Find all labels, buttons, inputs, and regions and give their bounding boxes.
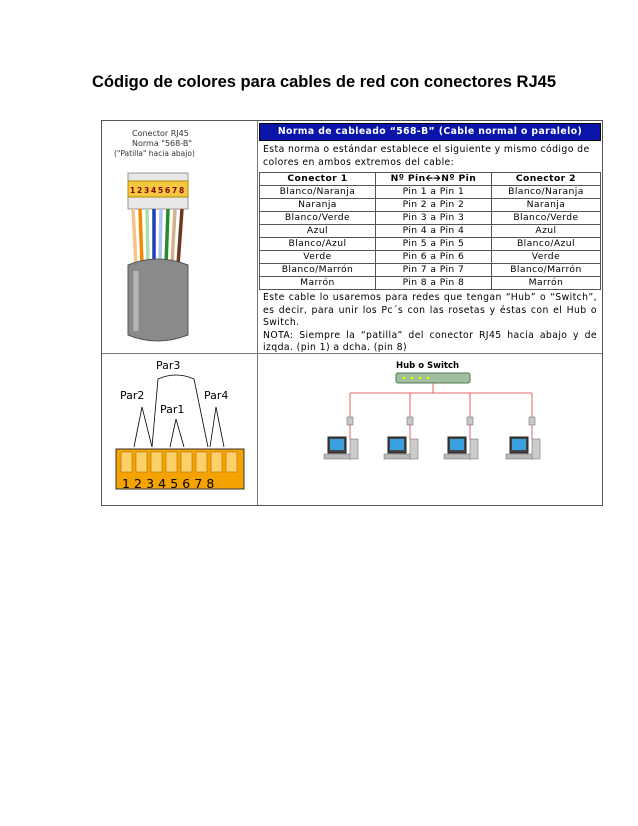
notes [259,290,601,357]
cell: Verde [491,251,600,264]
cell: Blanco/Naranja [491,186,600,199]
table-row [260,264,601,277]
hub-label: Hub o Switch [396,361,460,371]
computer-icon [506,437,540,459]
cell: Blanco/Marrón [260,264,376,277]
cell: Marrón [491,277,600,290]
hub-switch-icon [396,373,470,383]
column-divider [257,121,258,505]
connector-label-3: ("Patilla" hacia abajo) [114,149,195,158]
computer-icon [444,437,478,459]
pairs-illustration [106,357,254,503]
cell: Blanco/Naranja [260,186,376,199]
cell: Pin 7 a Pin 7 [375,264,491,277]
cell: Blanco/Verde [491,212,600,225]
pin-table [259,172,601,290]
pin-digit-6: 6 [165,186,171,195]
pin-digit-3: 3 [144,186,150,195]
wall-socket-icon [347,417,353,425]
cell: Pin 8 a Pin 8 [375,277,491,290]
pin-digit-5: 5 [158,186,164,195]
pin-digit-1: 1 [130,186,136,195]
cell: Naranja [260,199,376,212]
norma-header: Norma de cableado “568-B” (Cable normal o paralelo) [259,123,601,141]
par3-label: Par3 [156,359,181,372]
pin-digit-7: 7 [172,186,178,195]
cell: Verde [260,251,376,264]
table-row [260,238,601,251]
connector-label-1: Conector RJ45 [132,129,189,138]
orientation-note: NOTA: Siempre la “patilla” del conector RJ45 hacia abajo y de izqda. (pin 1) a dcha. (pin 8) [263,329,597,353]
table-row [260,277,601,290]
document-title: Código de colores para cables de red con conectores RJ45 [92,73,556,91]
norma-panel [259,123,601,357]
table-row [260,251,601,264]
pin-digit-2: 2 [137,186,143,195]
connector-label-2: Norma "568-B" [132,139,192,148]
cell: Naranja [491,199,600,212]
cell: Blanco/Verde [260,212,376,225]
cell: Azul [491,225,600,238]
col-connector-2: Conector 2 [491,173,600,186]
wall-socket-icon [467,417,473,425]
pair-pin-digits: 12345678 [122,476,219,491]
content-table [101,120,603,506]
cell: Azul [260,225,376,238]
par1-label: Par1 [160,403,185,416]
cell: Pin 4 a Pin 4 [375,225,491,238]
rj45-connector-illustration [106,125,254,349]
pin-table-header [260,173,601,186]
cell: Blanco/Azul [491,238,600,251]
computer-icon [384,437,418,459]
table-row [260,225,601,238]
table-row [260,186,601,199]
cell: Blanco/Azul [260,238,376,251]
table-row [260,212,601,225]
cell: Pin 5 a Pin 5 [375,238,491,251]
par4-label: Par4 [204,389,229,402]
cell: Blanco/Marrón [491,264,600,277]
cell: Pin 2 a Pin 2 [375,199,491,212]
computer-icon [324,437,358,459]
pin-digit-8: 8 [179,186,185,195]
usage-note: Este cable lo usaremos para redes que tengan “Hub” o “Switch”, es decir, para unir los Pc´s con las rosetas y éstas con el Hub o Switch. [263,292,597,328]
wall-socket-icon [529,417,535,425]
wall-socket-icon [407,417,413,425]
col-pin-mapping: Nº Pin🡨🡪Nº Pin [375,173,491,186]
table-row [260,199,601,212]
cell: Pin 6 a Pin 6 [375,251,491,264]
norma-intro: Esta norma o estándar establece el siguiente y mismo código de colores en ambos extremos del cable: [263,144,590,168]
par2-label: Par2 [120,389,145,402]
cell: Pin 1 a Pin 1 [375,186,491,199]
cell: Marrón [260,277,376,290]
network-illustration [264,357,600,503]
cell: Pin 3 a Pin 3 [375,212,491,225]
col-connector-1: Conector 1 [260,173,376,186]
pin-digit-4: 4 [151,186,157,195]
